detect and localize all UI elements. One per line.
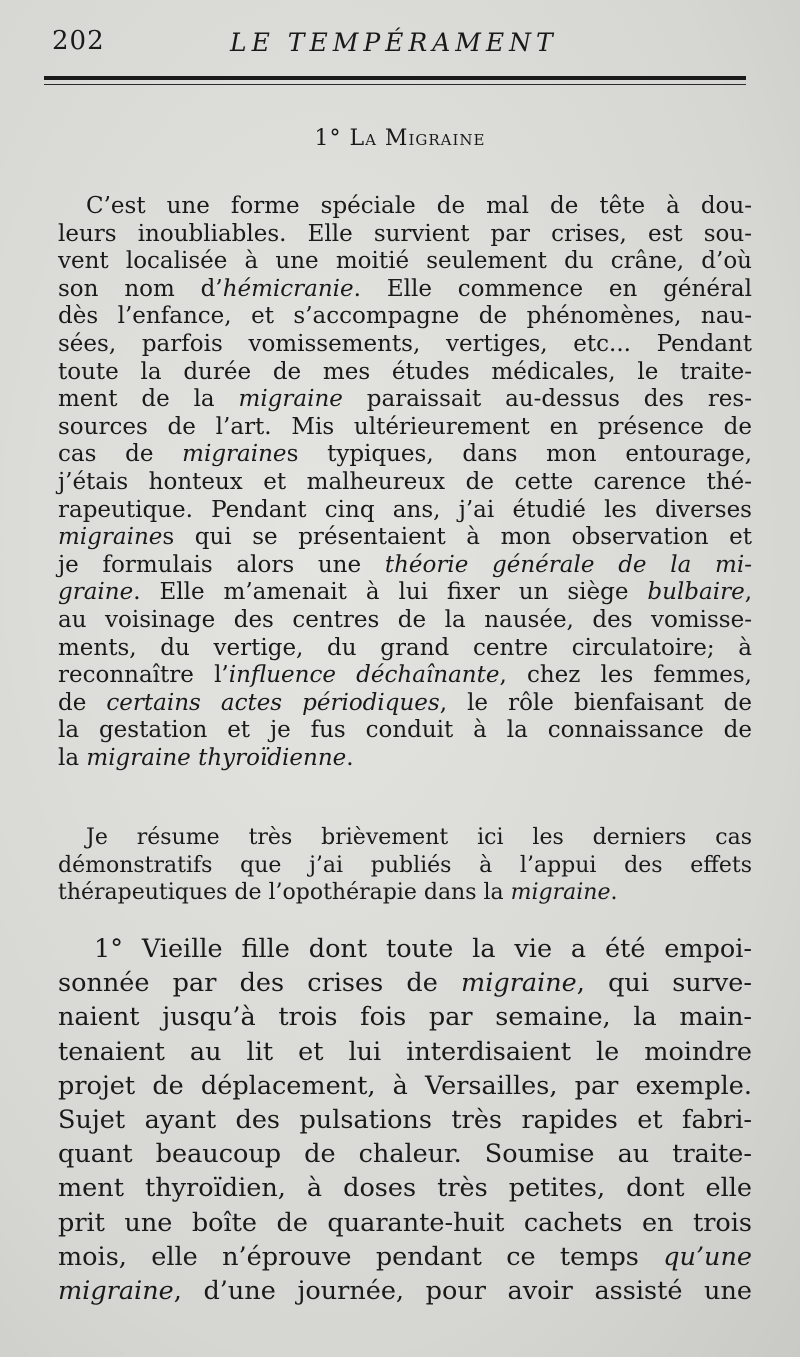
page-header xyxy=(52,26,752,62)
text-line: son nom d’hémicranie. Elle commence en général xyxy=(58,275,753,302)
text-line: migraines qui se présentaient à mon observation et xyxy=(58,524,752,551)
text-line: tenaient au lit et lui interdisaient le moindre xyxy=(58,1036,752,1067)
emphasis-text: influence déchaînante xyxy=(228,662,500,689)
text-line: graine. Elle m’amenait à lui fixer un siège bulbaire, xyxy=(58,579,752,606)
text-line: migraine, d’une journée, pour avoir assisté une xyxy=(58,1276,752,1307)
text-line: thérapeutiques de l’opothérapie dans la migraine. xyxy=(58,880,618,905)
text-line: prit une boîte de quarante-huit cachets en trois xyxy=(58,1207,752,1238)
text-line: au voisinage des centres de la nausée, des vomisse- xyxy=(58,606,752,633)
text-line: 1° Vieille fille dont toute la vie a été empoi- xyxy=(94,934,752,964)
emphasis-text: migraine xyxy=(58,1276,174,1307)
text-line: sonnée par des crises de migraine, qui surve- xyxy=(58,968,753,999)
emphasis-text: migraine xyxy=(182,441,287,468)
emphasis-text: migraine xyxy=(510,880,611,905)
emphasis-text: certains actes périodiques xyxy=(106,689,440,716)
text-line: dès l’enfance, et s’accompagne de phénomènes, nau- xyxy=(58,303,752,330)
text-line: ment thyroïdien, à doses très petites, dont elle xyxy=(58,1173,752,1204)
text-line: C’est une forme spéciale de mal de tête à dou- xyxy=(86,193,752,219)
emphasis-text: hémicranie xyxy=(222,275,354,302)
text-line: ment de la migraine paraissait au-dessus des res- xyxy=(58,386,752,413)
text-line: Je résume très brièvement ici les derniers cas xyxy=(86,825,752,850)
text-line: rapeutique. Pendant cinq ans, j’ai étudié les diverses xyxy=(58,496,752,523)
text-line: toute la durée de mes études médicales, le traite- xyxy=(58,358,752,385)
text-line: quant beaucoup de chaleur. Soumise au traite- xyxy=(58,1139,752,1170)
text-line: sources de l’art. Mis ultérieurement en présence de xyxy=(58,413,752,440)
paragraph-migraine-description xyxy=(58,193,752,772)
paragraph-summary-intro xyxy=(58,824,752,907)
text-line: reconnaître l’influence déchaînante, chez les femmes, xyxy=(58,662,752,689)
emphasis-text: qu’une xyxy=(663,1241,752,1272)
running-title: LE TEMPÉRAMENT xyxy=(230,28,558,57)
paragraph-case-one xyxy=(58,932,752,1308)
page-number: 202 xyxy=(52,26,105,56)
emphasis-text: migraine xyxy=(58,524,163,551)
section-title: 1° La Migraine xyxy=(314,126,486,151)
text-line: démonstratifs que j’ai publiés à l’appui des effets xyxy=(58,852,752,878)
text-line: sées, parfois vomissements, vertiges, etc... Pendant xyxy=(58,330,752,357)
text-line: vent localisée à une moitié seulement du crâne, d’où xyxy=(58,248,752,275)
text-line: naient jusqu’à trois fois par semaine, la main- xyxy=(58,1002,752,1033)
text-line: la gestation et je fus conduit à la connaissance de xyxy=(58,717,752,744)
text-line: projet de déplacement, à Versailles, par exemple. xyxy=(58,1070,752,1101)
text-line: la migraine thyroïdienne. xyxy=(58,744,354,771)
text-line: j’étais honteux et malheureux de cette carence thé- xyxy=(58,468,752,495)
emphasis-text: théorie générale de la mi- xyxy=(384,551,752,578)
header-rule-thick xyxy=(44,76,746,80)
text-line: de certains actes périodiques, le rôle bienfaisant de xyxy=(58,689,752,716)
text-line: ments, du vertige, du grand centre circulatoire; à xyxy=(58,634,752,661)
text-line: Sujet ayant des pulsations très rapides et fabri- xyxy=(58,1105,752,1136)
emphasis-text: bulbaire xyxy=(647,579,745,606)
emphasis-text: migraine xyxy=(238,386,343,413)
text-line: mois, elle n’éprouve pendant ce temps qu’une xyxy=(58,1241,752,1272)
emphasis-text: graine xyxy=(58,579,134,606)
emphasis-text: migraine xyxy=(461,968,577,999)
header-rule-thin xyxy=(44,84,746,85)
text-line: leurs inoubliables. Elle survient par crises, est sou- xyxy=(58,220,752,247)
emphasis-text: migraine thyroïdienne xyxy=(86,744,347,771)
text-line: cas de migraines typiques, dans mon entourage, xyxy=(58,441,753,468)
text-line: je formulais alors une théorie générale de la mi- xyxy=(58,551,752,578)
